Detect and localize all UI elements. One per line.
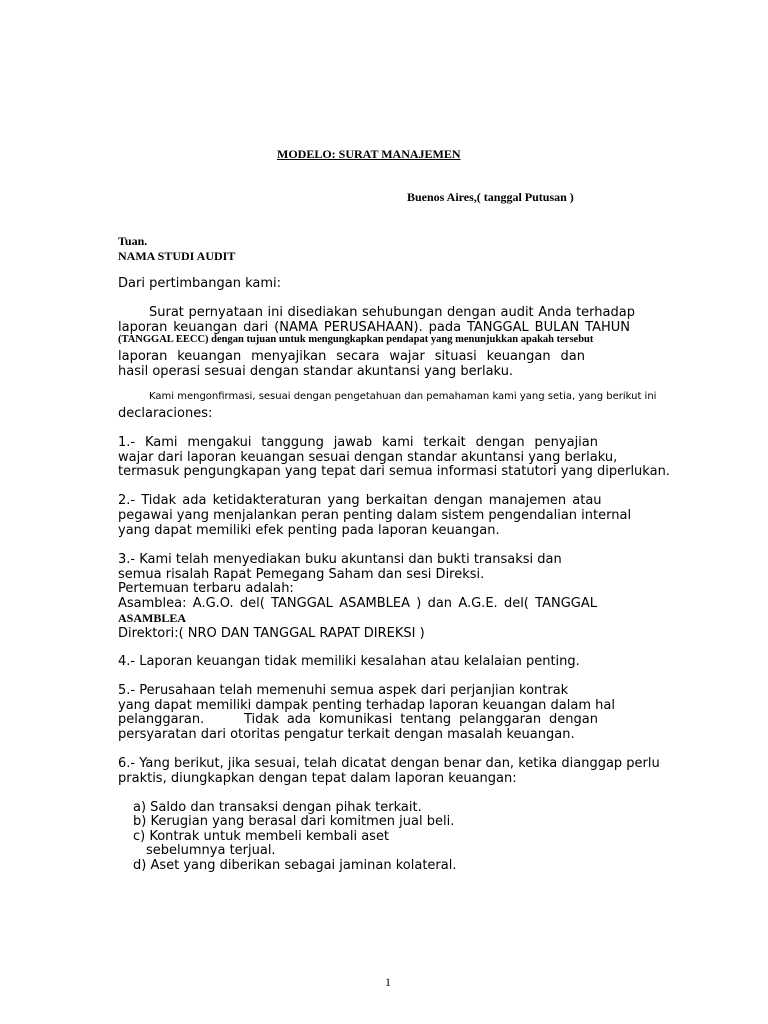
confirm-line-2: declaraciones: (118, 406, 213, 421)
item-3-line-3: Pertemuan terbaru adalah: (118, 581, 294, 596)
item-5-line-4: persyaratan dari otoritas pengatur terkait dengan masalah keuangan. (118, 727, 575, 742)
intro-line-1: Surat pernyataan ini disediakan sehubungan dengan audit Anda terhadap (149, 305, 635, 320)
item-3-line-1: 3.- Kami telah menyediakan buku akuntansi dan bukti transaksi dan (118, 552, 562, 567)
intro-line-2: laporan keuangan dari (NAMA PERUSAHAAN). pada TANGGAL BULAN TAHUN (118, 320, 630, 335)
item-6-line-2: praktis, diungkapkan dengan tepat dalam laporan keuangan: (118, 771, 517, 786)
salutation: Dari pertimbangan kami: (118, 276, 282, 291)
list-item-c-continued: sebelumnya terjual. (146, 843, 276, 858)
item-5-line-2: yang dapat memiliki dampak penting terhadap laporan keuangan dalam hal (118, 698, 615, 713)
item-5-line-3b: Tidak ada komunikasi tentang pelanggaran dengan (244, 712, 598, 727)
document-title (277, 147, 491, 162)
item-4: 4.- Laporan keuangan tidak memiliki kesalahan atau kelalaian penting. (118, 654, 580, 669)
item-3-line-4: Asamblea: A.G.O. del( TANGGAL ASAMBLEA ) dan A.G.E. del( TANGGAL (118, 596, 597, 611)
item-1-line-3: termasuk pengungkapan yang tepat dari semua informasi statutori yang diperlukan. (118, 464, 670, 479)
list-item-b: b) Kerugian yang berasal dari komitmen jual beli. (133, 814, 455, 829)
intro-line-3: (TANGGAL EECC) dengan tujuan untuk mengungkapkan pendapat yang menunjukkan apakah tersebut (118, 334, 594, 345)
intro-line-5: hasil operasi sesuai dengan standar akuntansi yang berlaku. (118, 364, 514, 379)
place-date: Buenos Aires,( tanggal Putusan ) (407, 190, 574, 204)
title-text: MODELO: SURAT MANAJEMEN (277, 147, 461, 161)
item-5-line-1: 5.- Perusahaan telah memenuhi semua aspek dari perjanjian kontrak (118, 683, 569, 698)
intro-line-4: laporan keuangan menyajikan secara wajar situasi keuangan dan (118, 349, 585, 364)
item-1-line-2: wajar dari laporan keuangan sesuai dengan standar akuntansi yang berlaku, (118, 450, 618, 465)
recipient-name: NAMA STUDI AUDIT (118, 249, 236, 263)
item-3-line-6: Direktori:( NRO DAN TANGGAL RAPAT DIREKSI ) (118, 626, 425, 641)
item-5-line-3a: pelanggaran. (118, 712, 205, 727)
item-1-line-1: 1.- Kami mengakui tanggung jawab kami terkait dengan penyajian (118, 435, 598, 450)
confirm-line-1: Kami mengonfirmasi, sesuai dengan pengetahuan dan pemahaman kami yang setia, yang berikut ini (149, 391, 657, 402)
list-item-a: a) Saldo dan transaksi dengan pihak terkait. (133, 800, 422, 815)
item-2-line-1: 2.- Tidak ada ketidakteraturan yang berkaitan dengan manajemen atau (118, 493, 602, 508)
item-2-line-3: yang dapat memiliki efek penting pada laporan keuangan. (118, 523, 500, 538)
item-6-line-1: 6.- Yang berikut, jika sesuai, telah dicatat dengan benar dan, ketika dianggap perlu (118, 756, 660, 771)
recipient-title: Tuan. (118, 234, 148, 248)
list-item-d: d) Aset yang diberikan sebagai jaminan kolateral. (133, 858, 457, 873)
item-2-line-2: pegawai yang menjalankan peran penting dalam sistem pengendalian internal (118, 508, 632, 523)
list-item-c: c) Kontrak untuk membeli kembali aset (133, 829, 390, 844)
item-3-line-5: ASAMBLEA (118, 611, 187, 625)
page-number: 1 (385, 975, 391, 989)
item-3-line-2: semua risalah Rapat Pemegang Saham dan sesi Direksi. (118, 567, 485, 582)
